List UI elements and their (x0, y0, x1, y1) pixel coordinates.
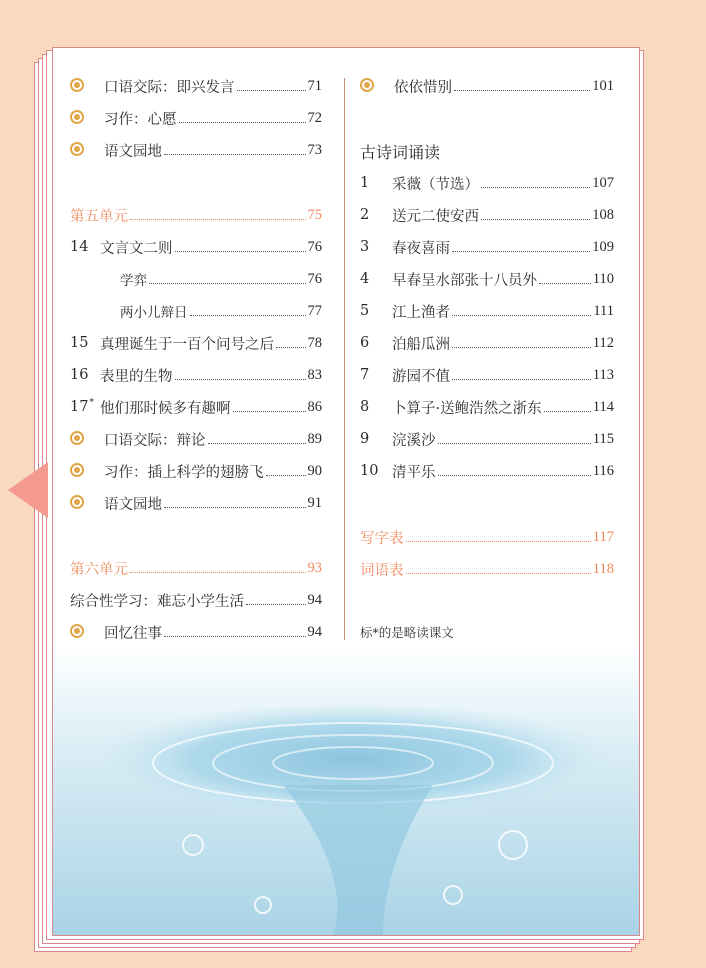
dot-leader (190, 315, 306, 316)
toc-entry[interactable] (360, 427, 614, 451)
entry-title: 文言文二则 (100, 240, 173, 257)
page-number: 75 (307, 206, 322, 223)
double-circle-icon (70, 77, 104, 95)
lesson-number: 5 (360, 303, 370, 319)
entry-title: 依依惜别 (394, 79, 452, 96)
entry-title: 泊船瓜洲 (392, 336, 450, 353)
toc-entry[interactable] (360, 395, 614, 419)
entry-title: 清平乐 (392, 464, 436, 481)
entry-title: 表里的生物 (100, 368, 173, 385)
page-number: 76 (307, 238, 322, 255)
toc-entry[interactable] (360, 235, 614, 259)
double-circle-icon (70, 494, 104, 512)
page-number: 76 (307, 270, 322, 287)
unit-entry[interactable] (360, 557, 614, 581)
entry-title: 第六单元 (70, 561, 128, 578)
entry-title: 口语交际：辩论 (104, 432, 206, 449)
dot-leader (130, 572, 306, 573)
dot-leader (149, 283, 306, 284)
lesson-number: 4 (360, 271, 370, 287)
page-number: 94 (307, 591, 322, 608)
unit-entry[interactable] (360, 525, 614, 549)
entry-title: 口语交际：即兴发言 (104, 79, 235, 96)
lesson-number: 10 (360, 463, 379, 479)
page-number: 93 (307, 559, 322, 576)
lesson-number: 1 (360, 175, 370, 191)
dot-leader (452, 347, 591, 348)
entry-title: 回忆往事 (104, 625, 162, 642)
section-heading-text: 古诗词诵读 (360, 142, 441, 162)
page-number: 89 (307, 430, 322, 447)
lesson-number: 2 (360, 207, 370, 223)
toc-entry[interactable] (70, 331, 322, 355)
column-divider (344, 78, 345, 640)
entry-title: 学弈 (120, 273, 147, 289)
page-number: 78 (307, 334, 322, 351)
entry-title: 语文园地 (104, 496, 162, 513)
toc-entry[interactable] (360, 331, 614, 355)
dot-leader (539, 283, 591, 284)
unit-entry[interactable] (70, 556, 322, 580)
entry-title: 送元二使安西 (392, 208, 479, 225)
page-number: 113 (592, 366, 614, 383)
dot-leader (452, 379, 591, 380)
toc-entry[interactable] (70, 267, 322, 291)
dot-leader (179, 122, 306, 123)
dot-leader (175, 379, 306, 380)
dot-leader (438, 475, 591, 476)
toc-entry[interactable] (360, 74, 614, 98)
toc-entry[interactable] (70, 74, 322, 98)
page-number: 83 (307, 366, 322, 383)
entry-title: 语文园地 (104, 143, 162, 160)
dot-leader (175, 251, 306, 252)
entry-title: 早春呈水部张十八员外 (392, 272, 537, 289)
page-number: 118 (592, 560, 614, 577)
page-number: 73 (307, 141, 322, 158)
page-number: 77 (307, 302, 322, 319)
toc-entry[interactable] (70, 427, 322, 451)
entry-title: 他们那时候多有趣啊 (100, 400, 231, 417)
toc-entry[interactable] (70, 491, 322, 515)
entry-title: 习作：心愿 (104, 111, 177, 128)
dot-leader (246, 604, 306, 605)
dot-leader (164, 507, 306, 508)
entry-title: 卜算子·送鲍浩然之浙东 (392, 400, 542, 417)
entry-title: 写字表 (360, 530, 404, 547)
lesson-number: 6 (360, 335, 370, 351)
page-number: 90 (307, 462, 322, 479)
lesson-number: 7 (360, 367, 370, 383)
dot-leader (164, 636, 306, 637)
double-circle-icon (70, 623, 104, 641)
lesson-number: 8 (360, 399, 370, 415)
water-vortex-illustration (53, 645, 639, 935)
page-number: 108 (592, 206, 614, 223)
page-number: 91 (307, 494, 322, 511)
dot-leader (276, 347, 306, 348)
toc-entry[interactable] (70, 235, 322, 259)
footnote (360, 620, 614, 644)
entry-title: 词语表 (360, 562, 404, 579)
lesson-number: 9 (360, 431, 370, 447)
lesson-number: 15 (70, 335, 89, 351)
unit-entry[interactable] (70, 203, 322, 227)
page-number: 110 (592, 270, 614, 287)
toc-entry[interactable] (360, 299, 614, 323)
lesson-number: 16 (70, 367, 89, 383)
toc-entry[interactable] (70, 299, 322, 323)
double-circle-icon (70, 430, 104, 448)
dot-leader (452, 315, 591, 316)
toc-entry[interactable] (70, 395, 322, 419)
entry-title: 采薇（节选） (392, 176, 479, 193)
page-number: 115 (592, 430, 614, 447)
entry-title: 春夜喜雨 (392, 240, 450, 257)
page-number: 72 (307, 109, 322, 126)
entry-title: 江上渔者 (392, 304, 450, 321)
dot-leader (130, 219, 306, 220)
toc-entry[interactable] (360, 363, 614, 387)
dot-leader (406, 541, 591, 542)
toc-entry[interactable] (70, 588, 322, 612)
bookmark-arrow-icon (8, 462, 48, 518)
entry-title: 真理诞生于一百个问号之后 (100, 336, 274, 353)
lesson-number: 14 (70, 239, 89, 255)
page-number: 86 (307, 398, 322, 415)
page-number: 94 (307, 623, 322, 640)
dot-leader (233, 411, 306, 412)
toc-entry[interactable] (70, 106, 322, 130)
entry-title: 浣溪沙 (392, 432, 436, 449)
footnote-text: 标*的是略读课文 (360, 625, 454, 640)
lesson-number: 3 (360, 239, 370, 255)
double-circle-icon (70, 141, 104, 159)
page-number: 114 (592, 398, 614, 415)
lesson-number: 17* (70, 398, 94, 415)
page-number: 112 (592, 334, 614, 351)
entry-title: 习作：插上科学的翅膀飞 (104, 464, 264, 481)
page-number: 109 (592, 238, 614, 255)
dot-leader (237, 90, 306, 91)
page-number: 116 (592, 462, 614, 479)
entry-title: 第五单元 (70, 208, 128, 225)
skim-reading-star: * (89, 398, 94, 408)
dot-leader (406, 573, 591, 574)
dot-leader (452, 251, 590, 252)
dot-leader (481, 187, 590, 188)
dot-leader (438, 443, 591, 444)
toc-entry[interactable] (360, 203, 614, 227)
dot-leader (208, 443, 306, 444)
toc-entry[interactable] (70, 138, 322, 162)
double-circle-icon (70, 109, 104, 127)
toc-entry[interactable] (360, 267, 614, 291)
entry-title: 综合性学习：难忘小学生活 (70, 593, 244, 610)
toc-entry[interactable] (70, 620, 322, 644)
entry-title: 游园不值 (392, 368, 450, 385)
dot-leader (454, 90, 590, 91)
toc-entry[interactable] (360, 171, 614, 195)
page-number: 71 (307, 77, 322, 94)
page-number: 101 (592, 77, 614, 94)
double-circle-icon (360, 77, 394, 95)
page-number: 111 (593, 302, 614, 319)
section-heading (360, 139, 614, 163)
toc-entry[interactable] (70, 363, 322, 387)
toc-entry[interactable] (360, 459, 614, 483)
dot-leader (266, 475, 306, 476)
page-number: 117 (592, 528, 614, 545)
dot-leader (481, 219, 590, 220)
dot-leader (164, 154, 306, 155)
page-number: 107 (592, 174, 614, 191)
entry-title: 两小儿辩日 (120, 305, 188, 321)
double-circle-icon (70, 462, 104, 480)
dot-leader (544, 411, 591, 412)
toc-entry[interactable] (70, 459, 322, 483)
